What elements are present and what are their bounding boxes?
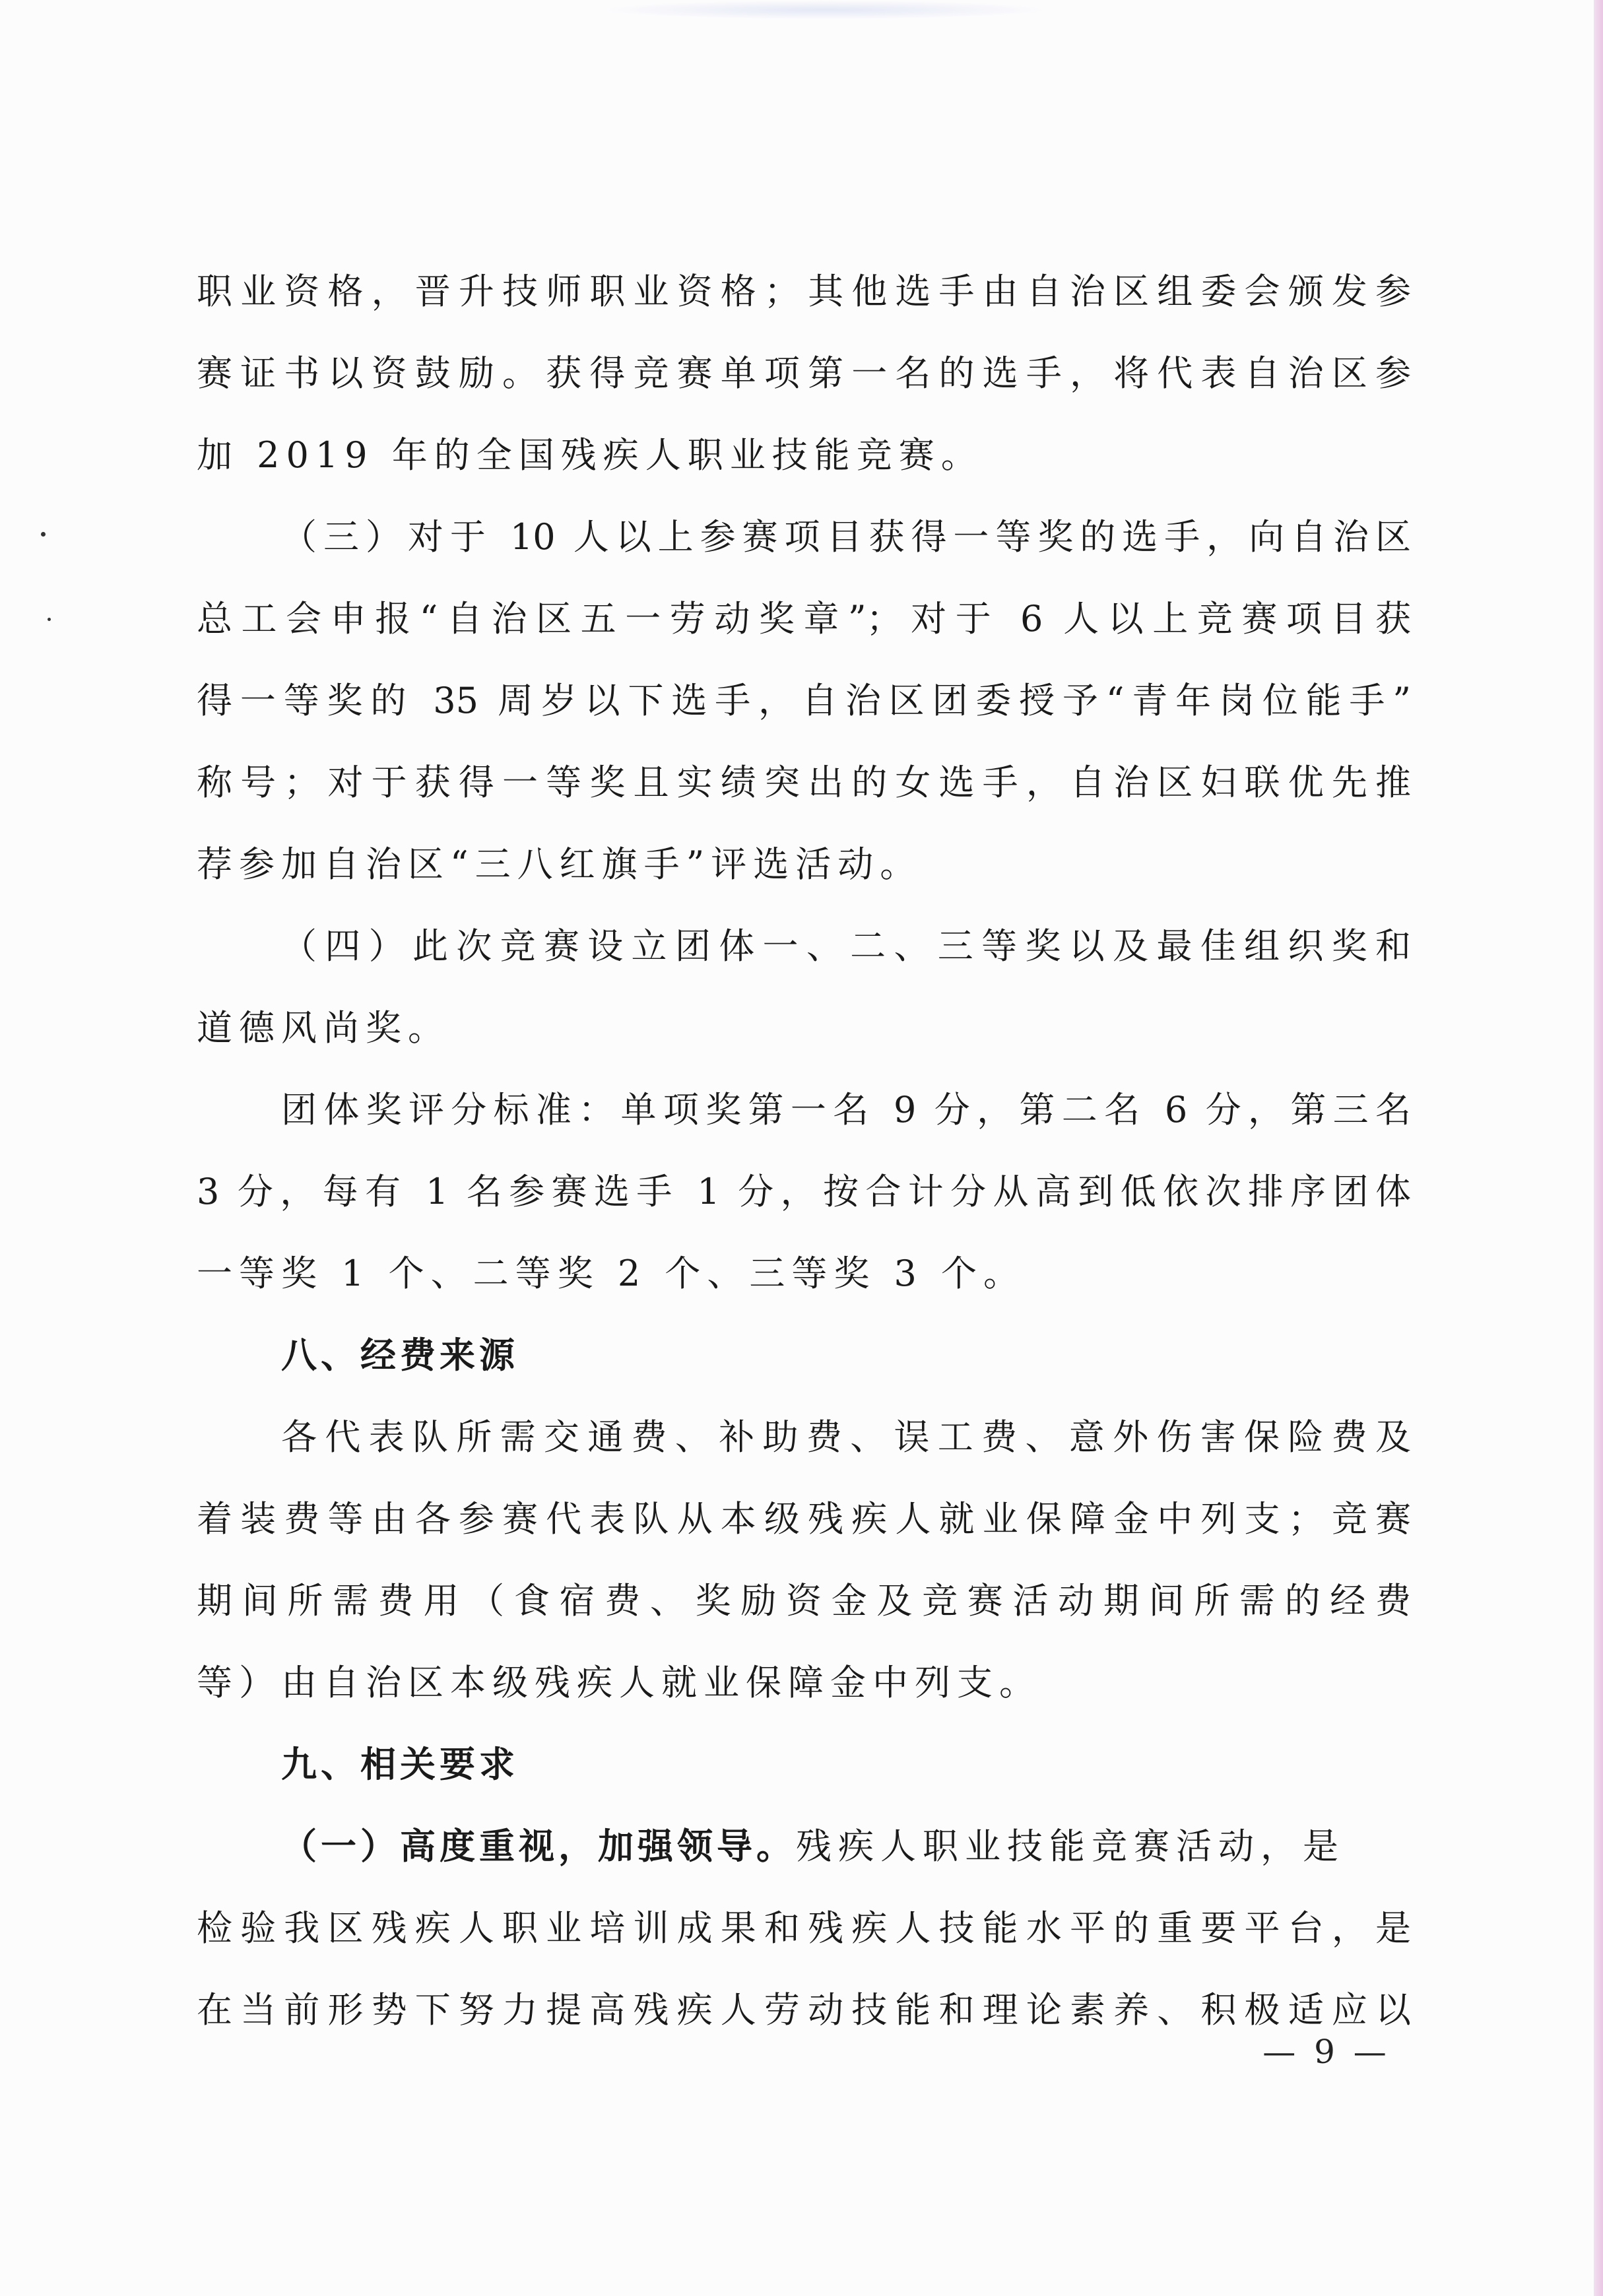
body-line: 职业资格，晋升技师职业资格；其他选手由自治区组委会颁发参 (197, 271, 1411, 312)
section-heading-requirements: 九、相关要求 (281, 1744, 519, 1785)
paragraph-lead-rest: 残疾人职业技能竞赛活动，是 (796, 1825, 1345, 1867)
section-heading-funding: 八、经费来源 (281, 1334, 519, 1376)
scan-right-edge (1594, 0, 1603, 2296)
body-line: 加 2019 年的全国残疾人职业技能竞赛。 (197, 434, 983, 476)
scan-top-shadow (594, 0, 1056, 20)
body-line: （三）对于 10 人以上参赛项目获得一等奖的选手，向自治区 (281, 516, 1411, 558)
body-line: 道德风尚奖。 (197, 1007, 450, 1049)
body-line: 赛证书以资鼓励。获得竞赛单项第一名的选手，将代表自治区参 (197, 352, 1411, 394)
body-line: 在当前形势下努力提高残疾人劳动技能和理论素养、积极适应以 (197, 1989, 1411, 2031)
scan-speck (48, 618, 51, 621)
body-line: 等）由自治区本级残疾人就业保障金中列支。 (197, 1662, 1041, 1703)
body-line-with-lead (197, 1806, 1411, 1887)
body-line: 得一等奖的 35 周岁以下选手，自治区团委授予“青年岗位能手” (197, 680, 1411, 721)
body-line: 各代表队所需交通费、补助费、误工费、意外伤害保险费及 (281, 1416, 1411, 1458)
paragraph-lead: （一）高度重视，加强领导。 (281, 1825, 796, 1867)
body-line: 期间所需费用（食宿费、奖励资金及竞赛活动期间所需的经费 (197, 1580, 1411, 1622)
scan-speck (41, 532, 46, 537)
body-line: 称号；对于获得一等奖且实绩突出的女选手，自治区妇联优先推 (197, 762, 1411, 803)
body-line: （四）此次竞赛设立团体一、二、三等奖以及最佳组织奖和 (281, 925, 1411, 967)
body-line: 一等奖 1 个、二等奖 2 个、三等奖 3 个。 (197, 1253, 1026, 1294)
body-line: 检验我区残疾人职业培训成果和残疾人技能水平的重要平台，是 (197, 1907, 1411, 1949)
body-line: 3 分，每有 1 名参赛选手 1 分，按合计分从高到低依次排序团体 (197, 1171, 1411, 1212)
body-line: 团体奖评分标准：单项奖第一名 9 分，第二名 6 分，第三名 (281, 1089, 1411, 1131)
document-body (197, 251, 1411, 2051)
body-line: 总工会申报“自治区五一劳动奖章”；对于 6 人以上竞赛项目获 (197, 598, 1411, 640)
body-line: 荐参加自治区“三八红旗手”评选活动。 (197, 843, 923, 885)
body-line: 着装费等由各参赛代表队从本级残疾人就业保障金中列支；竞赛 (197, 1498, 1411, 1540)
page-number: — 9 — (1262, 2033, 1390, 2071)
